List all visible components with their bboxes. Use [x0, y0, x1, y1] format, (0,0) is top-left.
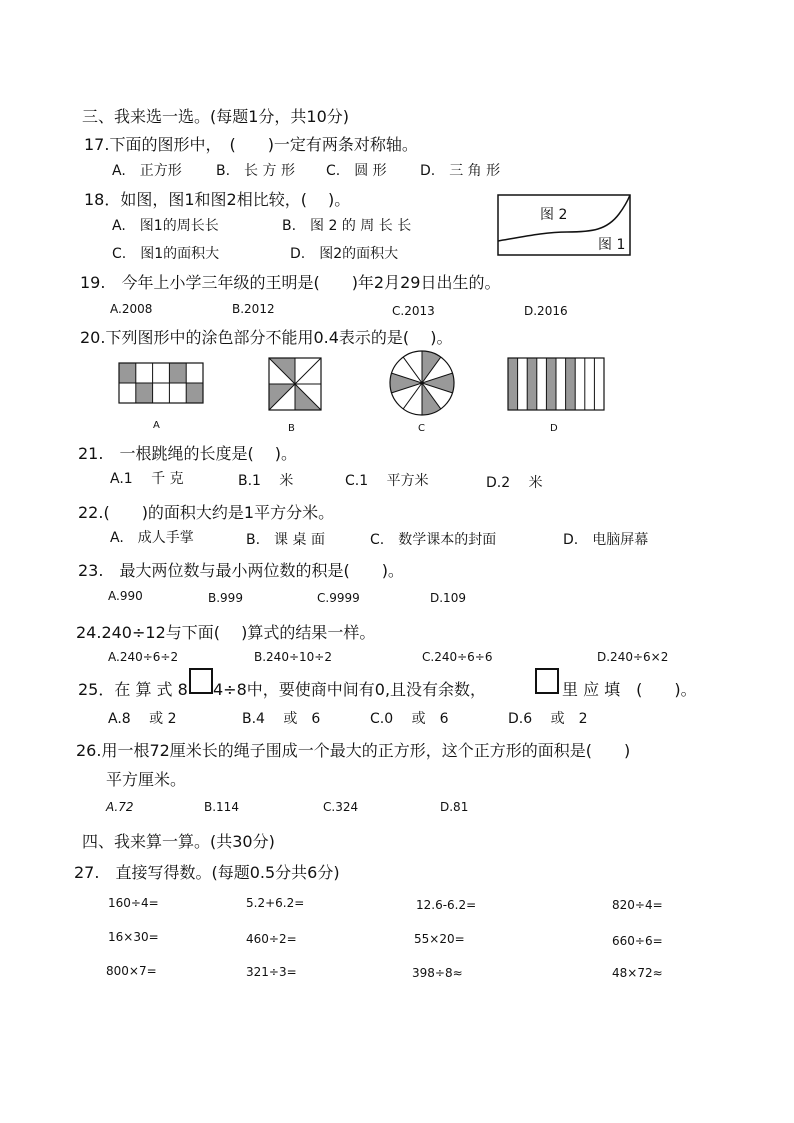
calc-item: 160÷4= — [108, 896, 159, 910]
question-25-stem-part1: 25．在 算 式 8 — [78, 680, 188, 699]
q18-option-c: C. 图1的面积大 — [112, 246, 220, 262]
q20-figure-c — [389, 350, 455, 416]
q17-option-a: A. 正方形 — [112, 163, 182, 179]
q24-option-b: B.240÷10÷2 — [254, 650, 332, 664]
q25-option-a: A.8 或 2 — [108, 711, 177, 727]
question-20-stem: 20.下列图形中的涂色部分不能用0.4表示的是( )。 — [80, 328, 453, 347]
q20-label-a: A — [153, 420, 160, 431]
q21-option-a: A.1 千 克 — [110, 471, 184, 487]
question-21-stem: 21. 一根跳绳的长度是( )。 — [78, 444, 298, 463]
q26-option-c: C.324 — [323, 800, 359, 814]
section-4-heading: 四、我来算一算。(共30分) — [82, 832, 275, 851]
q25-option-c: C.0 或 6 — [370, 711, 449, 727]
calc-item: 12.6-6.2= — [416, 898, 477, 912]
calc-item: 55×20= — [414, 932, 465, 946]
q21-option-d: D.2 米 — [486, 475, 543, 491]
q20-figure-d — [507, 357, 605, 411]
q18-figure-label-2: 图 2 — [540, 207, 568, 223]
calc-item: 48×72≈ — [612, 966, 663, 980]
q21-option-c: C.1 平方米 — [345, 473, 429, 489]
question-25-stem-part2: 4÷8中，要使商中间有0,且没有余数， — [213, 680, 487, 699]
q19-option-c: C.2013 — [392, 304, 435, 318]
q17-option-d: D. 三 角 形 — [420, 163, 501, 179]
q23-option-b: B.999 — [208, 591, 243, 605]
q17-option-c: C. 圆 形 — [326, 163, 387, 179]
q22-option-b: B. 课 桌 面 — [246, 532, 325, 548]
q22-option-a: A. 成人手掌 — [110, 530, 194, 546]
q25-blank-box-2 — [535, 668, 559, 694]
q18-option-d: D. 图2的面积大 — [290, 246, 399, 262]
q20-figure-b — [268, 357, 322, 411]
q23-option-a: A.990 — [108, 589, 143, 603]
question-17-stem: 17.下面的图形中， ( )一定有两条对称轴。 — [84, 135, 418, 154]
q20-label-d: D — [550, 423, 558, 434]
q20-label-b: B — [288, 423, 295, 434]
calc-item: 660÷6= — [612, 934, 663, 948]
question-24-stem: 24.240÷12与下面( )算式的结果一样。 — [76, 623, 376, 642]
question-26-stem-line2: 平方厘米。 — [106, 770, 187, 789]
question-26-stem-line1: 26.用一根72厘米长的绳子围成一个最大的正方形，这个正方形的面积是( ) — [76, 741, 631, 760]
calc-item: 460÷2= — [246, 932, 297, 946]
q22-option-d: D. 电脑屏幕 — [563, 532, 649, 548]
question-23-stem: 23. 最大两位数与最小两位数的积是( )。 — [78, 561, 404, 580]
q19-option-a: A.2008 — [110, 302, 153, 316]
q19-option-d: D.2016 — [524, 304, 568, 318]
question-22-stem: 22.( )的面积大约是1平方分米。 — [78, 503, 335, 522]
calc-item: 321÷3= — [246, 965, 297, 979]
q25-option-d: D.6 或 2 — [508, 711, 588, 727]
question-19-stem: 19. 今年上小学三年级的王明是( )年2月29日出生的。 — [80, 273, 501, 292]
calc-item: 820÷4= — [612, 898, 663, 912]
q20-label-c: C — [418, 423, 425, 434]
q23-option-d: D.109 — [430, 591, 466, 605]
q21-option-b: B.1 米 — [238, 473, 294, 489]
question-27-stem: 27. 直接写得数。(每题0.5分共6分) — [74, 863, 340, 882]
calc-item: 398÷8≈ — [412, 966, 463, 980]
q24-option-a: A.240÷6÷2 — [108, 650, 179, 664]
q26-option-b: B.114 — [204, 800, 239, 814]
q17-option-b: B. 长 方 形 — [216, 163, 295, 179]
calc-item: 800×7= — [106, 964, 157, 978]
q18-figure-label-1: 图 1 — [598, 237, 626, 253]
calc-item: 5.2+6.2= — [246, 896, 305, 910]
q18-option-a: A. 图1的周长长 — [112, 218, 219, 234]
q25-blank-box-1 — [189, 668, 213, 694]
q24-option-c: C.240÷6÷6 — [422, 650, 493, 664]
q26-option-d: D.81 — [440, 800, 469, 814]
q26-option-a: A.72 — [106, 800, 134, 814]
calc-item: 16×30= — [108, 930, 159, 944]
q22-option-c: C. 数学课本的封面 — [370, 532, 497, 548]
question-25-stem-part3: 里 应 填 ( )。 — [562, 680, 697, 699]
section-3-heading: 三、我来选一选。(每题1分，共10分) — [82, 107, 350, 126]
q25-option-b: B.4 或 6 — [242, 711, 321, 727]
question-18-stem: 18．如图，图1和图2相比较，( )。 — [84, 190, 351, 209]
q18-option-b: B. 图 2 的 周 长 长 — [282, 218, 412, 234]
q24-option-d: D.240÷6×2 — [597, 650, 669, 664]
q23-option-c: C.9999 — [317, 591, 360, 605]
q19-option-b: B.2012 — [232, 302, 275, 316]
q20-figure-a — [118, 362, 204, 404]
